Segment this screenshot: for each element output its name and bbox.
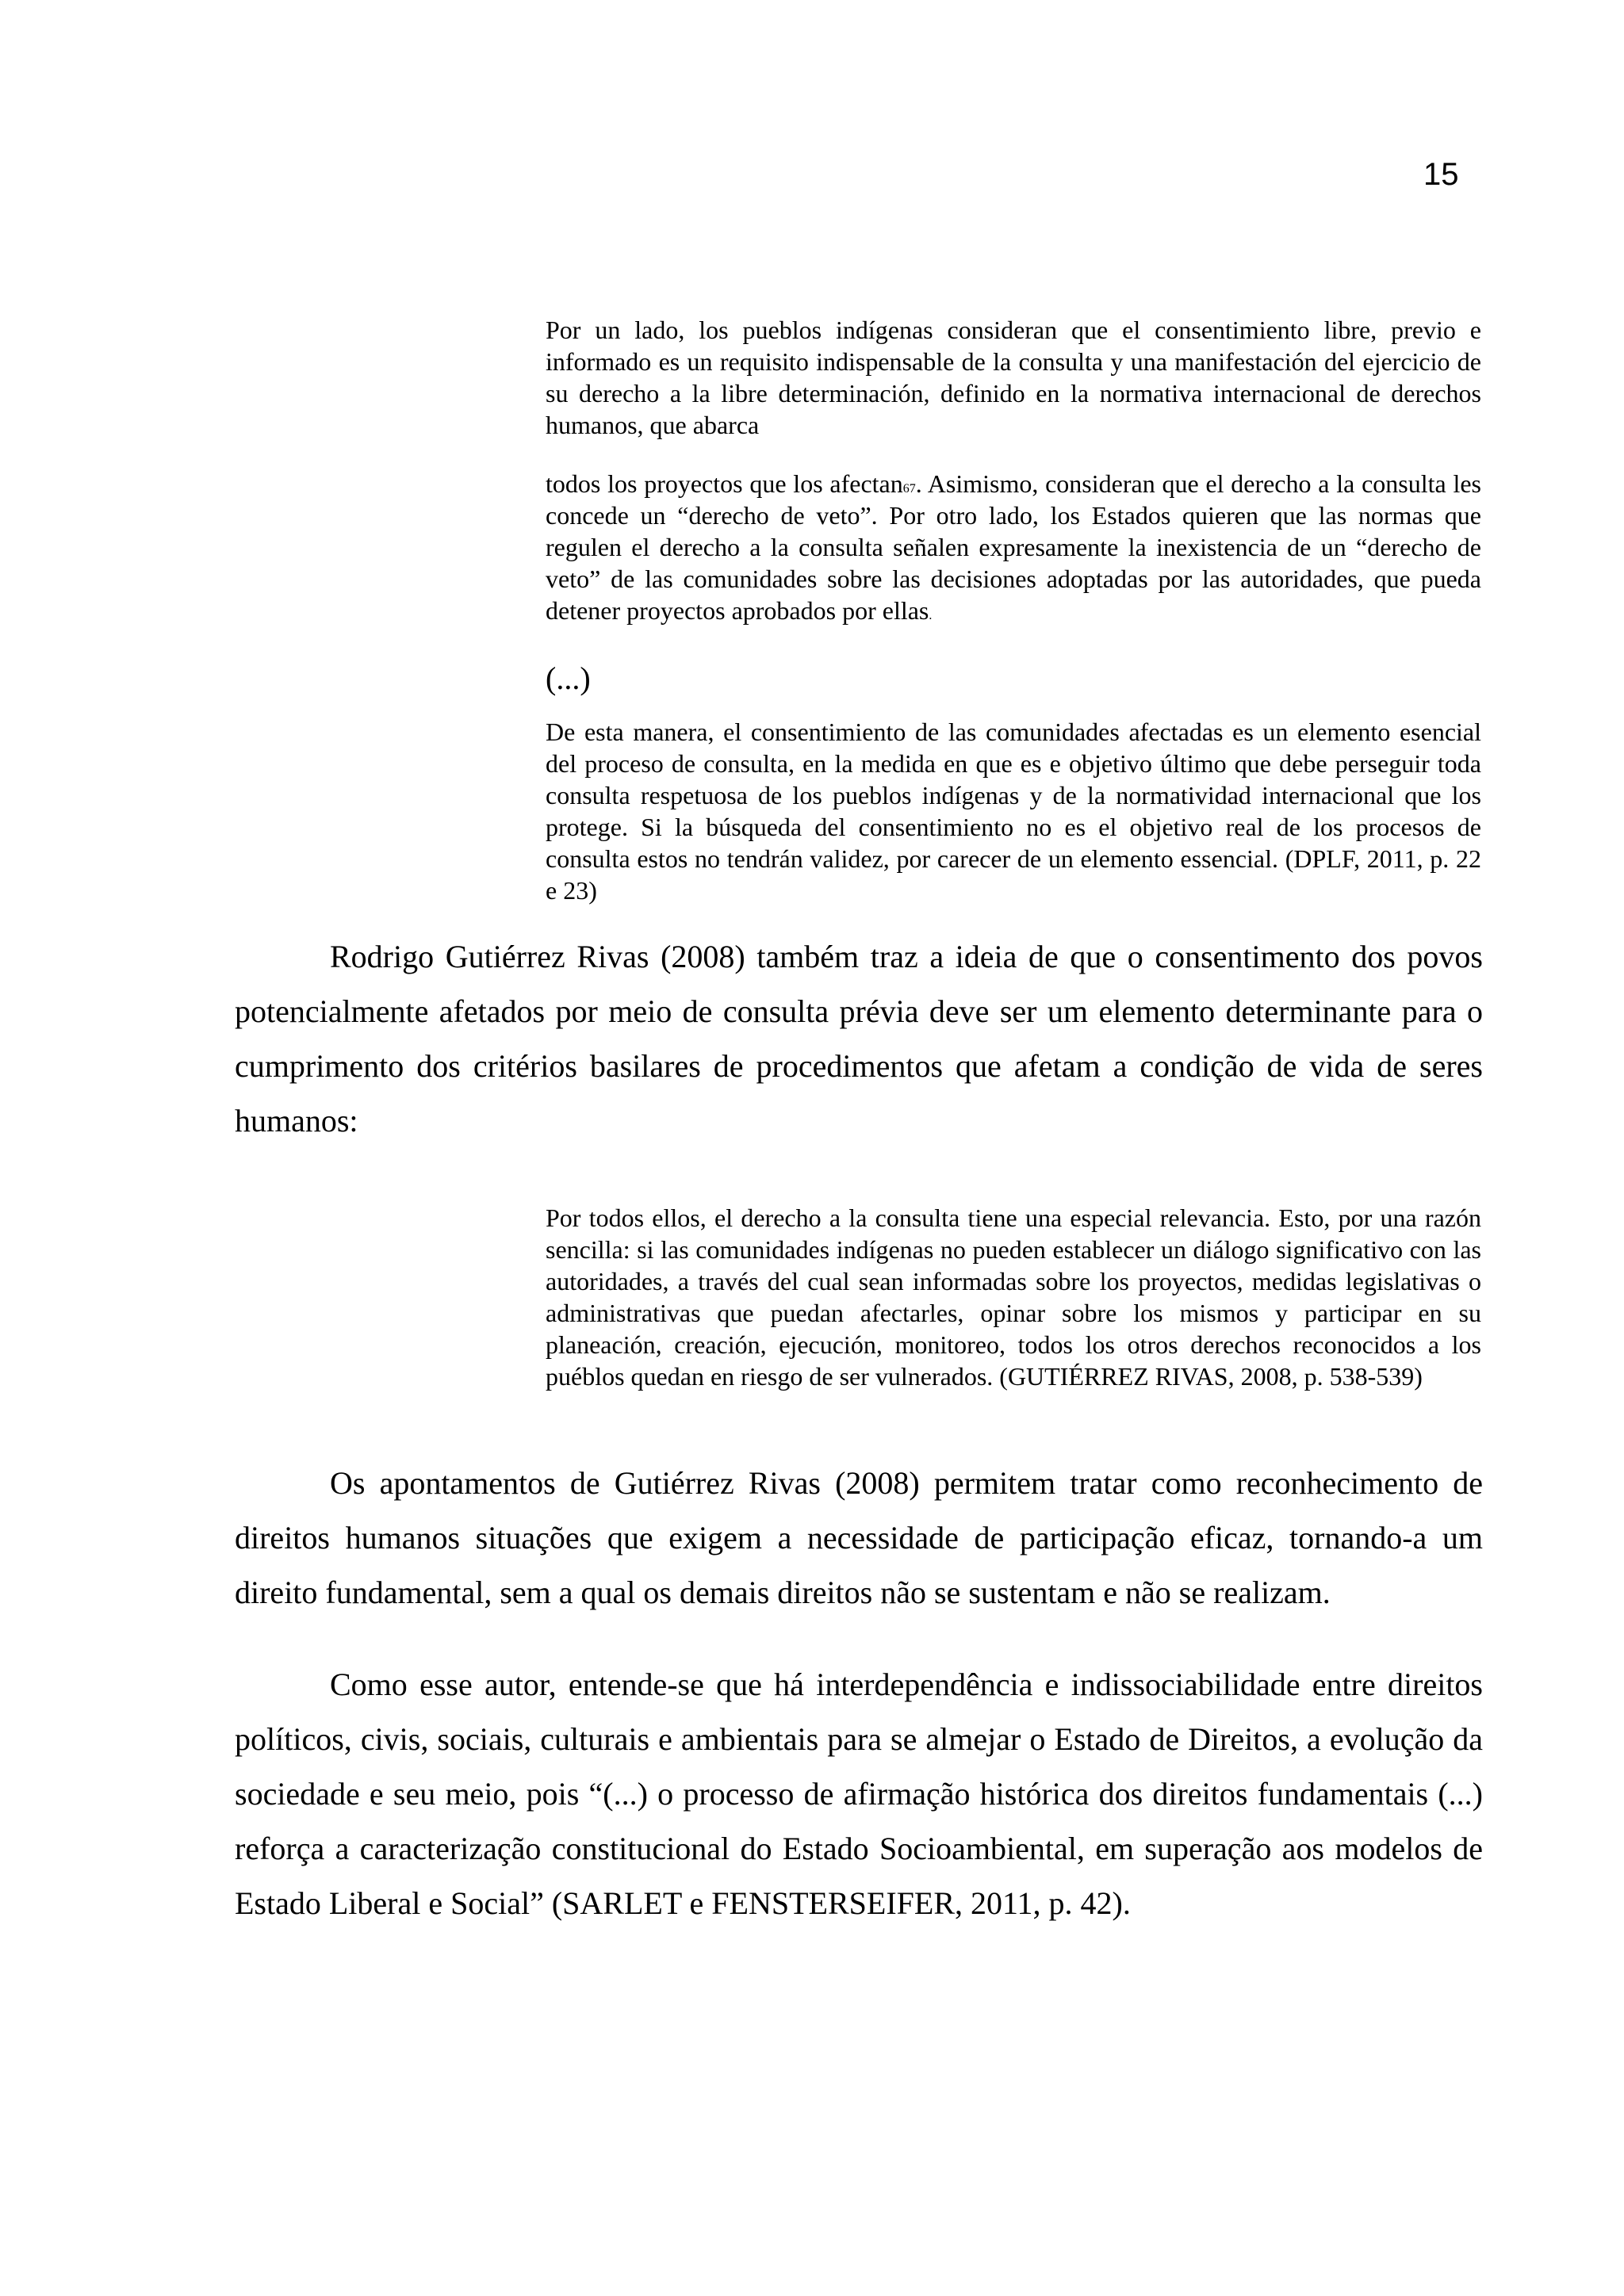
quote-text: . Asimismo, consideran que el derecho a la consulta les concede un “derecho de veto”. Por otro lado, los Estados quieren que las normas que regulen el derecho a la consulta señalen expresamente la inexistencia de un “derecho de veto” de las comunidades sobre las decisiones adoptadas por las autoridades, que pueda detener proyectos aprobados por ellas [546, 469, 1482, 625]
body-paragraph [235, 929, 1483, 1148]
body-paragraph [235, 1657, 1483, 1931]
quote-text: . [929, 609, 933, 622]
block-quote-paragraph [546, 468, 1481, 632]
block-quote-paragraph: De esta manera, el consentimiento de las comunidades afectadas es un elemento esencial del proceso de consulta, en la medida en que es e objetivo último que debe perseguir toda consulta respetuosa de los pueblos indígenas y de la normatividad internacional que los protege. Si la búsqueda del consentimiento no es el objetivo real de los procesos de consulta estos no tendrán validez, por carecer de un elemento essencial. (DPLF, 2011, p. 22 e 23) [546, 718, 1481, 905]
body-paragraph [235, 1456, 1483, 1620]
page-number: 15 [1423, 157, 1459, 192]
quote-ellipsis: (...) [546, 660, 591, 696]
body-text: Rodrigo Gutiérrez Rivas (2008) também traz a ideia de que o consentimento dos povos potencialmente afetados por meio de consulta prévia deve ser um elemento determinante para o cumprimento dos critérios basilares de procedimentos que afetam a condição de vida de seres humanos: [235, 939, 1483, 1138]
quote-text: todos los proyectos que los afectan [546, 469, 903, 498]
footnote-marker: 67 [902, 482, 916, 496]
block-quote-paragraph: Por todos ellos, el derecho a la consulta tiene una especial relevancia. Esto, por una razón sencilla: si las comunidades indígenas no pueden establecer un diálogo significativo con las autoridades, a través del cual sean informadas sobre los proyectos, medidas legislativas o administrativas que puedan afectarles, opinar sobre los mismos y participar en su planeación, creación, ejecución, monitoreo, todos los otros derechos reconocidos a los puéblos quedan en riesgo de ser vulnerados. (GUTIÉRREZ RIVAS, 2008, p. 538-539) [546, 1203, 1481, 1391]
body-text: Como esse autor, entende-se que há interdependência e indissociabilidade entre direitos políticos, civis, sociais, culturais e ambientais para se almejar o Estado de Direitos, a evolução da sociedade e seu meio, pois “(...) o processo de afirmação histórica dos direitos fundamentais (...) reforça a caracterização constitucional do Estado Socioambiental, em superação aos modelos de Estado Liberal e Social” (SARLET e FENSTERSEIFER, 2011, p. 42). [235, 1667, 1483, 1921]
body-text: Os apontamentos de Gutiérrez Rivas (2008) permitem tratar como reconhecimento de direitos humanos situações que exigem a necessidade de participação eficaz, tornando-a um direito fundamental, sem a qual os demais direitos não se sustentam e não se realizam. [235, 1465, 1483, 1610]
block-quote-paragraph: Por un lado, los pueblos indígenas consideran que el consentimiento libre, previo e informado es un requisito indispensable de la consulta y una manifestación del ejercicio de su derecho a la libre determinación, definido en la normativa internacional de derechos humanos, que abarca [546, 316, 1481, 439]
